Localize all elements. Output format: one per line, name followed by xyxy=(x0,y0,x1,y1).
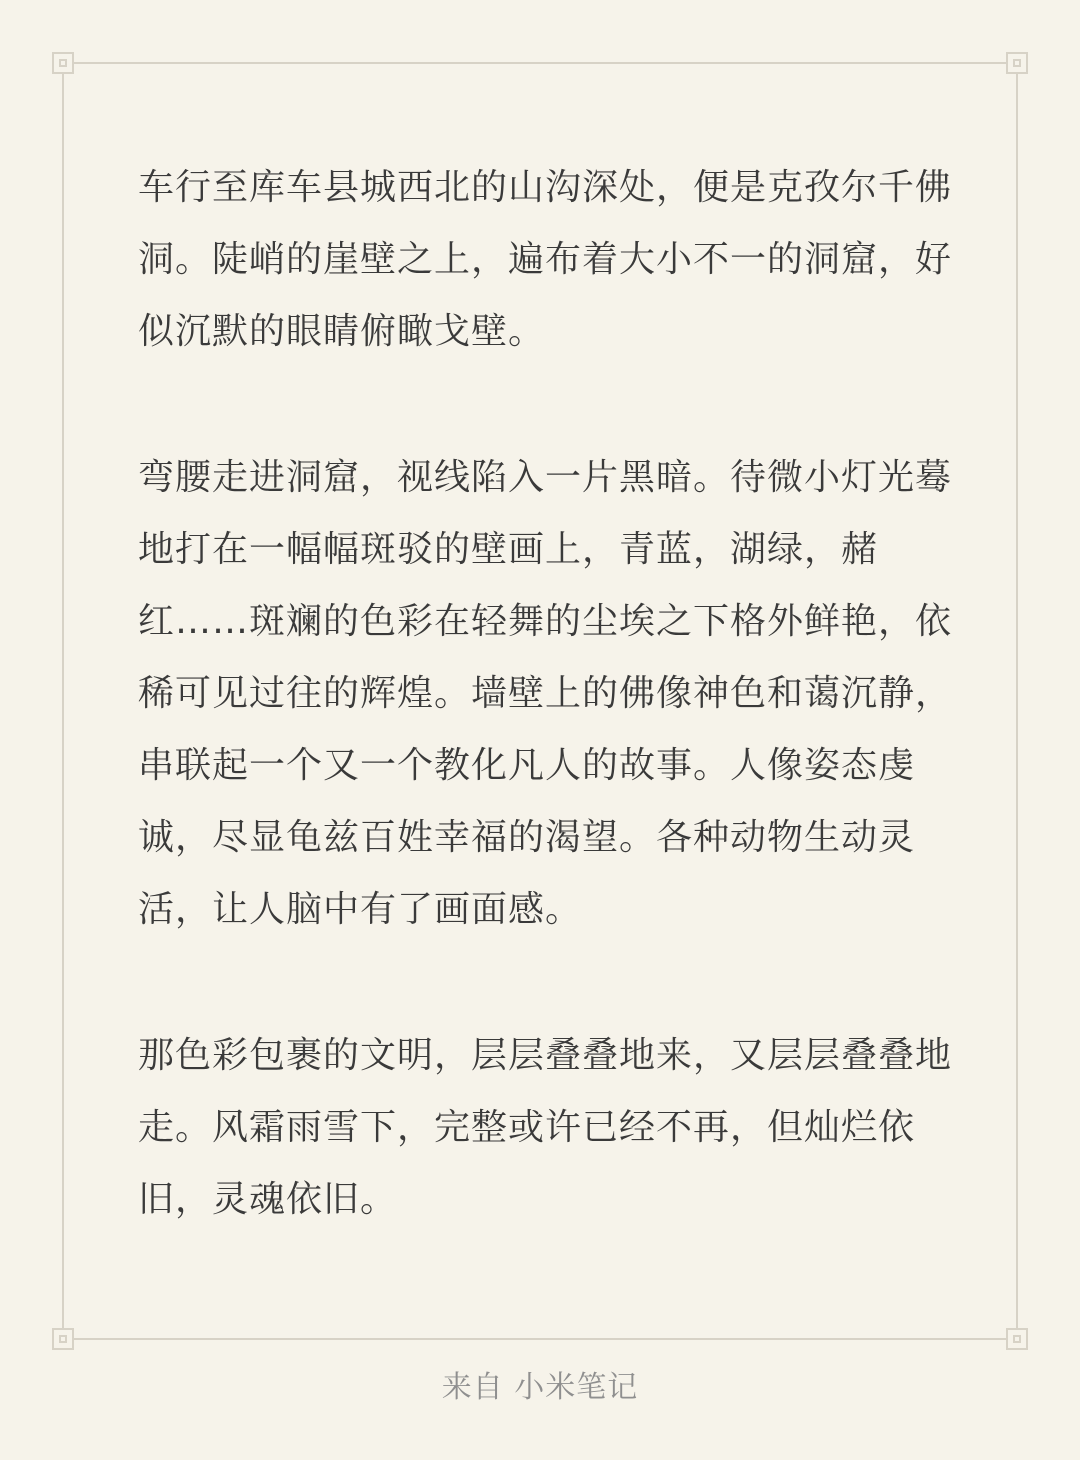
frame-corner-ornament xyxy=(52,52,74,74)
source-footer: 来自 小米笔记 xyxy=(441,1370,639,1405)
frame-corner-ornament xyxy=(52,1328,74,1350)
note-paragraph: 车行至库车县城西北的山沟深处，便是克孜尔千佛洞。陡峭的崖壁之上，遍布着大小不一的洞窟，好似沉默的眼睛俯瞰戈壁。 xyxy=(138,167,953,352)
frame-corner-ornament xyxy=(1006,52,1028,74)
note-paragraph: 弯腰走进洞窟，视线陷入一片黑暗。待微小灯光蓦地打在一幅幅斑驳的壁画上，青蓝，湖绿，赭红……斑斓的色彩在轻舞的尘埃之下格外鲜艳，依稀可见过往的辉煌。墙壁上的佛像神色和蔼沉静，串联起一个又一个教化凡人的故事。人像姿态虔诚，尽显龟兹百姓幸福的渴望。各种动物生动灵活，让人脑中有了画面感。 xyxy=(138,457,953,930)
note-paragraph: 那色彩包裹的文明，层层叠叠地来，又层层叠叠地走。风霜雨雪下，完整或许已经不再，但灿烂依旧，灵魂依旧。 xyxy=(138,1035,953,1220)
note-content xyxy=(138,152,960,1310)
frame-corner-ornament xyxy=(1006,1328,1028,1350)
